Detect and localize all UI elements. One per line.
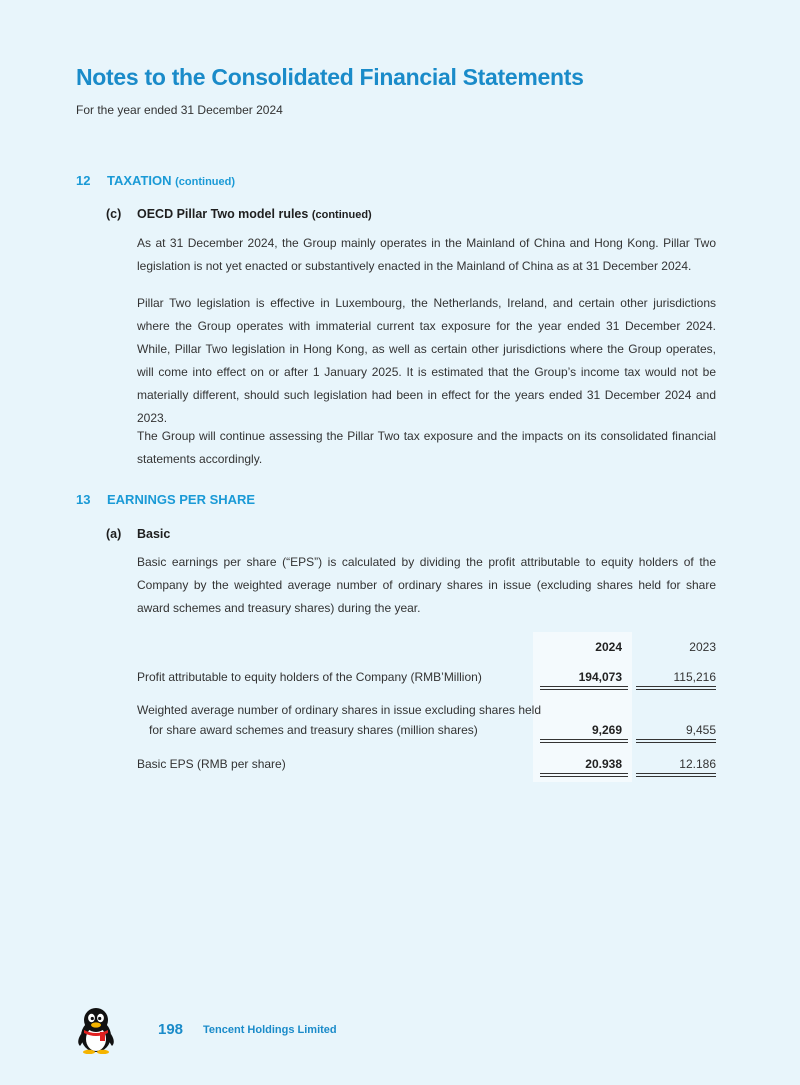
section-13-heading <box>76 492 255 507</box>
double-underline <box>540 773 628 777</box>
section-number: 13 <box>76 492 91 507</box>
table-row-label-line: for share award schemes and treasury shares (million shares) <box>149 723 478 737</box>
continued-label: (continued) <box>311 209 372 221</box>
section-title: EARNINGS PER SHARE <box>107 492 256 507</box>
paragraph: As at 31 December 2024, the Group mainly operates in the Mainland of China and Hong Kong. Pillar Two legislation is not yet enacted or substantively enacted in the Mainland of China as at 31 December 2024. <box>137 236 716 273</box>
table-cell-2024: 194,073 <box>578 670 622 684</box>
table-row-label: Profit attributable to equity holders of the Company (RMB’Million) <box>137 670 482 684</box>
double-underline <box>540 686 628 690</box>
subsection-a-heading <box>106 527 170 541</box>
table-cell-2023: 9,455 <box>685 723 716 737</box>
table-cell-2023: 115,216 <box>673 670 716 684</box>
table-row-label <box>137 700 541 740</box>
paragraph: Basic earnings per share (“EPS”) is calculated by dividing the profit attributable to equity holders of the Company by the weighted average number of ordinary shares in issue (excluding shares held for share award schemes and treasury shares) during the year. <box>137 555 716 615</box>
subsection-c-heading <box>106 207 372 221</box>
subsection-title: OECD Pillar Two model rules <box>137 207 309 221</box>
subsection-title: Basic <box>137 527 171 541</box>
subsection-letter: (a) <box>106 527 122 541</box>
footer-company-name: Tencent Holdings Limited <box>203 1024 337 1036</box>
subsection-letter: (c) <box>106 207 122 221</box>
page-number: 198 <box>158 1021 184 1038</box>
paragraph: Pillar Two legislation is effective in Luxembourg, the Netherlands, Ireland, and certain other jurisdictions where the Group operates with immaterial current tax exposure for the year ended 31 December 2024. While, Pillar Two legislation in Hong Kong, as well as certain other jurisdictions where the Group operates, will come into effect on or after 1 January 2025. It is estimated that the Group’s income tax would not be materially different, should such legislation had been in effect for the years ended 31 December 2024 and 2023. <box>137 296 716 425</box>
table-cell-2024: 20.938 <box>585 757 622 771</box>
section-12-heading <box>76 173 235 188</box>
table-row-label: Basic EPS (RMB per share) <box>137 757 286 771</box>
table-cell-2024: 9,269 <box>591 723 622 737</box>
penguin-mascot-icon <box>75 1006 117 1054</box>
section-number: 12 <box>76 173 91 188</box>
table-row-label-line: Weighted average number of ordinary shares in issue excluding shares held <box>137 703 542 717</box>
double-underline <box>636 773 716 777</box>
double-underline <box>636 686 716 690</box>
column-header-2023: 2023 <box>689 640 716 654</box>
page-title: Notes to the Consolidated Financial Statements <box>76 64 584 90</box>
column-header-2024: 2024 <box>595 640 622 654</box>
paragraph: The Group will continue assessing the Pillar Two tax exposure and the impacts on its consolidated financial statements accordingly. <box>137 429 716 466</box>
section-title: TAXATION <box>107 173 172 188</box>
double-underline <box>636 739 716 743</box>
page-subtitle: For the year ended 31 December 2024 <box>76 103 283 117</box>
double-underline <box>540 739 628 743</box>
continued-label: (continued) <box>175 176 236 188</box>
table-cell-2023: 12.186 <box>679 757 716 771</box>
